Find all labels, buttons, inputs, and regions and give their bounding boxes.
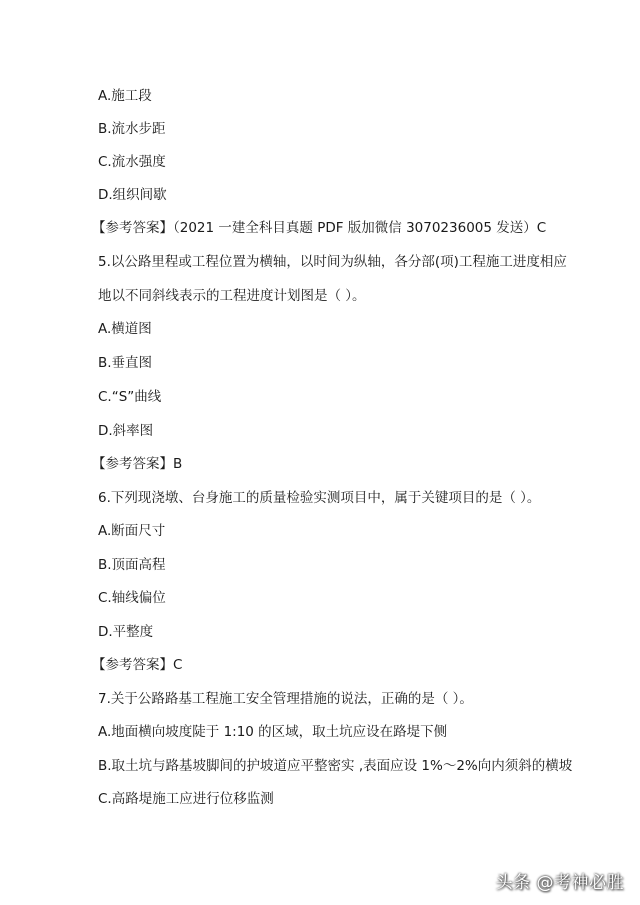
option-a-q5: A.横道图 [98, 321, 152, 337]
option-d-q5: D.斜率图 [98, 423, 154, 439]
question-6: 6.下列现浇墩、台身施工的质量检验实测项目中，属于关键项目的是（ ）。 [98, 490, 541, 506]
answer-q4: 【参考答案】（2021 一建全科目真题 PDF 版加微信 3070236005 发送）C [92, 220, 547, 236]
question-5-line-1: 5.以公路里程或工程位置为横轴，以时间为纵轴，各分部(项)工程施工进度相应 [98, 254, 567, 270]
option-c-q6: C.轴线偏位 [98, 590, 166, 606]
option-a-q6: A.断面尺寸 [98, 523, 166, 539]
option-a-q4: A.施工段 [98, 88, 152, 104]
option-d-q6: D.平整度 [98, 624, 154, 640]
option-a-q7: A.地面横向坡度陡于 1:10 的区域，取土坑应设在路堤下侧 [98, 724, 448, 740]
question-7: 7.关于公路路基工程施工安全管理措施的说法，正确的是（ ）。 [98, 691, 473, 707]
option-c-q5: C.“S”曲线 [98, 389, 162, 405]
option-b-q4: B.流水步距 [98, 121, 166, 137]
option-c-q4: C.流水强度 [98, 154, 166, 170]
option-b-q7: B.取土坑与路基坡脚间的护坡道应平整密实 ,表面应设 1%～2%向内须斜的横坡 [98, 758, 573, 774]
watermark: 头条 @考神必胜 [495, 873, 624, 893]
option-c-q7: C.高路堤施工应进行位移监测 [98, 791, 274, 807]
question-5-line-2: 地以不同斜线表示的工程进度计划图是（ ）。 [98, 288, 366, 304]
option-d-q4: D.组织间歇 [98, 187, 167, 203]
option-b-q5: B.垂直图 [98, 355, 153, 371]
option-b-q6: B.顶面高程 [98, 557, 166, 573]
answer-q5: 【参考答案】B [92, 456, 183, 472]
answer-q6: 【参考答案】C [92, 657, 183, 673]
